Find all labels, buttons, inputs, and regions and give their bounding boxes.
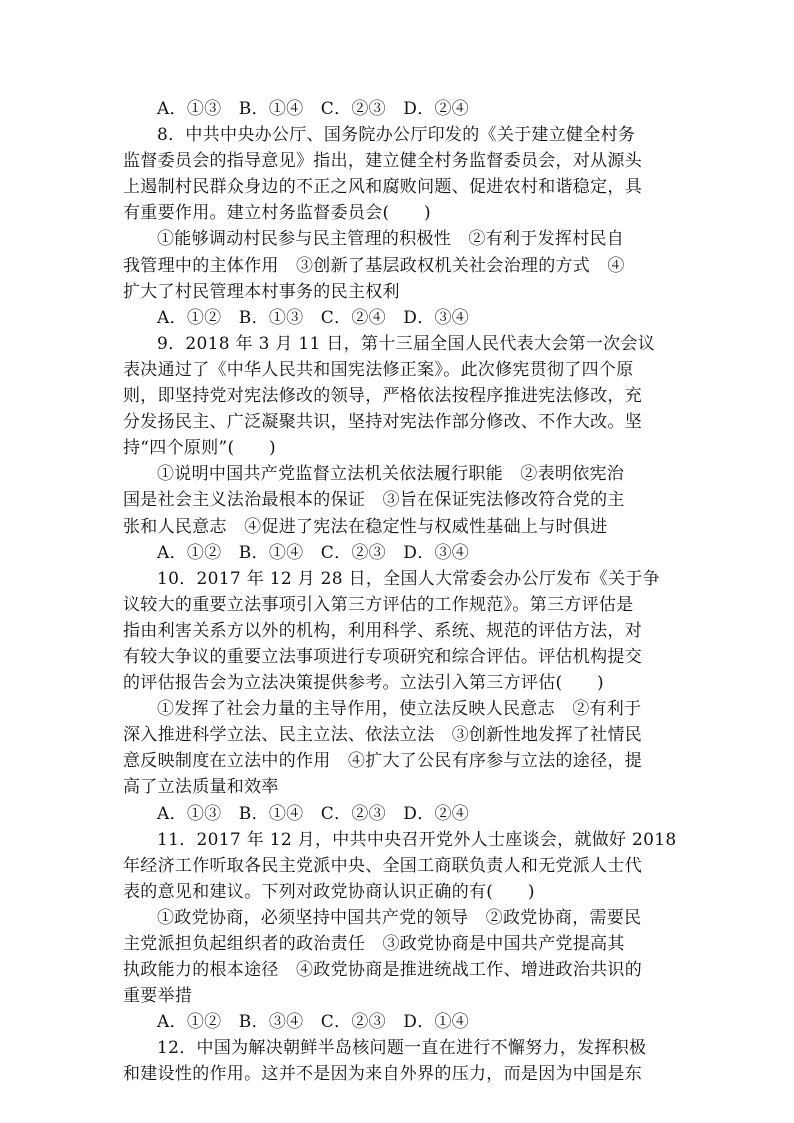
- question-10-statements-line: 高了立法质量和效率: [123, 777, 279, 798]
- answer-options-q10: A．①③ B．①④ C．②③ D．②④: [157, 803, 470, 824]
- answer-options-q9: A．①② B．①④ C．②③ D．③④: [157, 542, 470, 563]
- question-11-statements-line: 执政能力的根本途径 ④政党协商是推进统战工作、增进政治共识的: [123, 960, 642, 981]
- answer-options-q8: A．①② B．①③ C．②④ D．③④: [157, 307, 470, 328]
- question-9-statements-line: 张和人民意志 ④促进了宪法在稳定性与权威性基础上与时俱进: [123, 516, 608, 537]
- question-11-stem-line: 年经济工作听取各民主党派中央、全国工商联负责人和无党派人士代: [123, 855, 642, 876]
- question-10-stem: 10．2017 年 12 月 28 日，全国人大常委会办公厅发布《关于争: [157, 568, 660, 589]
- question-10-statements-line: 意反映制度在立法中的作用 ④扩大了公民有序参与立法的途径，提: [123, 751, 642, 772]
- answer-options-q11: A．①② B．③④ C．②③ D．①④: [157, 1012, 470, 1033]
- question-11-stem-line: 表的意见和建议。下列对政党协商认识正确的有( ): [123, 881, 535, 902]
- question-10-stem-line: 的评估报告会为立法决策提供参考。立法引入第三方评估( ): [123, 673, 604, 694]
- question-12-stem-line: 和建设性的作用。这并不是因为来自外界的压力，而是因为中国是东: [123, 1064, 642, 1085]
- answer-options-q7: A．①③ B．①④ C．②③ D．②④: [157, 99, 470, 119]
- question-11-statements-line: 主党派担负起组织者的政治责任 ③政党协商是中国共产党提高其: [123, 934, 625, 954]
- question-9-stem-line: 则，即坚持党对宪法修改的领导，严格依法按程序推进宪法修改，充: [123, 386, 642, 407]
- question-10-stem-line: 有较大争议的重要立法事项进行专项研究和综合评估。评估机构提交: [123, 646, 642, 667]
- question-10-statements: ①发挥了社会力量的主导作用，使立法反映人民意志 ②有利于: [157, 699, 642, 720]
- question-9-statements-line: 国是社会主义法治最根本的保证 ③旨在保证宪法修改符合党的主: [123, 490, 625, 511]
- question-9-stem-line: 持“四个原则”( ): [123, 438, 276, 459]
- question-8-statements-line: 扩大了村民管理本村事务的民主权利: [123, 281, 400, 302]
- question-text-block: [123, 96, 679, 1088]
- question-8-statements-line: 我管理中的主体作用 ③创新了基层政权机关社会治理的方式 ④: [123, 255, 625, 276]
- question-11-statements: ①政党协商，必须坚持中国共产党的领导 ②政党协商，需要民: [157, 907, 642, 928]
- question-8-stem-line: 有重要作用。建立村务监督委员会( ): [123, 203, 431, 224]
- question-12-stem: 12．中国为解决朝鲜半岛核问题一直在进行不懈努力，发挥积极: [157, 1038, 647, 1059]
- question-8-stem-line: 上遏制村民群众身边的不正之风和腐败问题、促进农村和谐稳定，具: [123, 177, 642, 198]
- question-9-stem-line: 分发扬民主、广泛凝聚共识，坚持对宪法作部分修改、不作大改。坚: [123, 412, 642, 433]
- question-8-statements: ①能够调动村民参与民主管理的积极性 ②有利于发挥村民自: [157, 229, 625, 250]
- question-11-stem: 11．2017 年 12 月，中共中央召开党外人士座谈会，就做好 2018: [157, 829, 677, 850]
- question-9-statements: ①说明中国共产党监督立法机关依法履行职能 ②表明依宪治: [157, 464, 625, 485]
- question-9-stem-line: 表决通过了《中华人民共和国宪法修正案》。此次修宪贯彻了四个原: [123, 359, 634, 380]
- question-11-statements-line: 重要举措: [123, 986, 193, 1007]
- question-10-stem-line: 议较大的重要立法事项引入第三方评估的工作规范》。第三方评估是: [123, 594, 634, 615]
- question-9-stem: 9．2018 年 3 月 11 日，第十三届全国人民代表大会第一次会议: [157, 333, 656, 354]
- question-10-statements-line: 深入推进科学立法、民主立法、依法立法 ③创新性地发挥了社情民: [123, 725, 642, 746]
- question-8-stem-line: 监督委员会的指导意见》指出，建立健全村务监督委员会，对从源头: [123, 151, 642, 172]
- question-8-stem: 8．中共中央办公厅、国务院办公厅印发的《关于建立健全村务: [157, 125, 636, 146]
- question-10-stem-line: 指由利害关系方以外的机构，利用科学、系统、规范的评估方法，对: [123, 620, 642, 641]
